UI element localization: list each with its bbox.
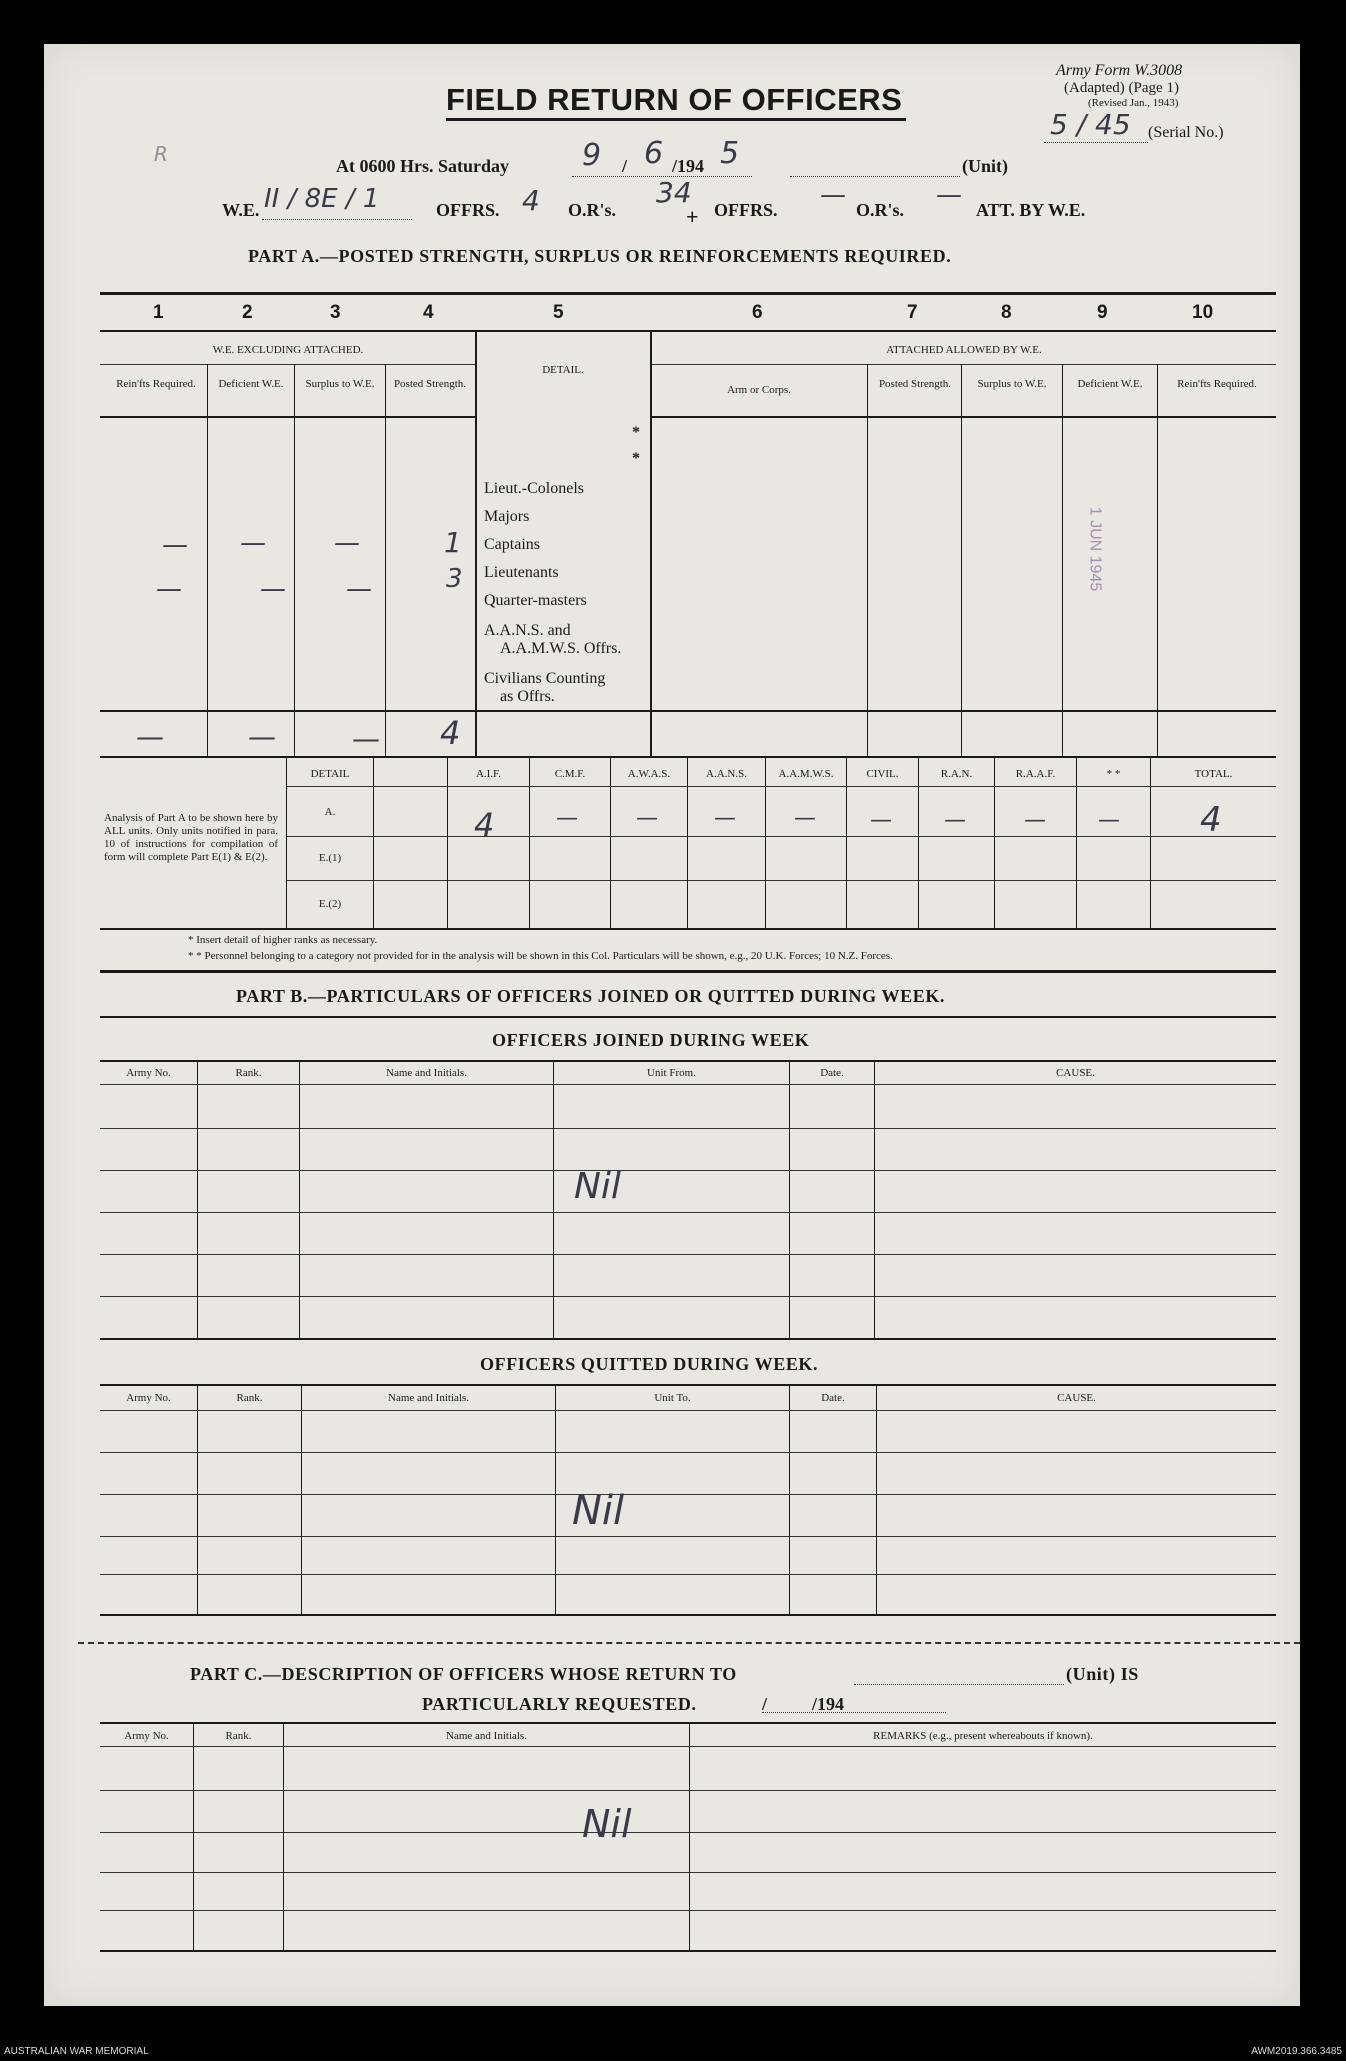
time-label: At 0600 Hrs. Saturday (336, 156, 510, 176)
hw-an-cmf: — (556, 806, 578, 831)
ors-label: O.R's. (568, 200, 617, 220)
detail-majors: Majors (484, 508, 530, 525)
joined-v-2 (299, 1060, 300, 1338)
detail-lieutenants: Lieutenants (484, 564, 559, 581)
quitted-top-rule (100, 1384, 1276, 1386)
analysis-v-11 (1150, 756, 1151, 928)
part-b-top-rule (100, 970, 1276, 973)
an-row-e2: E.(2) (318, 898, 342, 910)
vline-c9 (1157, 364, 1158, 756)
vline-c8 (1062, 364, 1063, 756)
margin-mark: R (154, 142, 168, 166)
hw-captains-c2: — (240, 528, 266, 558)
part-a-top-rule (100, 292, 1276, 295)
colnum-7: 7 (907, 302, 918, 323)
offrs-value: 4 (522, 184, 540, 217)
hw-lieutenants-c3: — (346, 574, 372, 604)
header-bottom-rule-right (650, 416, 1276, 418)
vline-c6 (867, 364, 868, 756)
an-hdr-total: TOTAL. (1194, 768, 1233, 780)
footer-bar (0, 2040, 1346, 2061)
an-hdr-ran: R.A.N. (940, 768, 973, 780)
vline-c3 (385, 364, 386, 756)
detail-aamws: A.A.M.W.S. Offrs. (500, 640, 622, 657)
hw-an-stars: — (1098, 808, 1120, 833)
hw-total-c1: — (136, 720, 164, 753)
joined-v-4 (789, 1060, 790, 1338)
we-excl-rule (100, 364, 476, 365)
hdr-c8: Surplus to W.E. (977, 378, 1047, 390)
hw-an-aif: 4 (474, 806, 495, 844)
hdr-c9: Deficient W.E. (1077, 378, 1143, 390)
hdr-c10: Rein'fts Required. (1177, 378, 1257, 390)
vline-c2 (294, 364, 295, 756)
quitted-hdr-army-no: Army No. (126, 1392, 171, 1404)
quitted-row-3 (100, 1536, 1276, 1537)
serial-number-handwritten: 5 / 45 (1050, 108, 1131, 141)
quitted-hdr-cause: CAUSE. (1057, 1392, 1096, 1404)
quitted-hdr-unit-to: Unit To. (654, 1392, 691, 1404)
ors2-value: — (936, 180, 962, 210)
an-hdr-aif: A.I.F. (475, 768, 502, 780)
we-value: II / 8E / 1 (264, 184, 380, 214)
hw-total-c4: 4 (440, 714, 461, 752)
analysis-v-3 (529, 756, 530, 928)
quitted-hdr-name: Name and Initials. (388, 1392, 469, 1404)
footer-accession: AWM2019.366.3485 (1251, 2046, 1342, 2057)
hw-an-aamws: — (794, 806, 816, 831)
quitted-row-2 (100, 1494, 1276, 1495)
analysis-bottom-rule (100, 928, 1276, 930)
hw-an-civil: — (870, 808, 892, 833)
hdr-c2: Deficient W.E. (218, 378, 284, 390)
an-hdr-cmf: C.M.F. (554, 768, 586, 780)
hw-total-c2: — (248, 720, 276, 753)
we-excluding-header: W.E. EXCLUDING ATTACHED. (212, 344, 364, 356)
joined-v-5 (874, 1060, 875, 1338)
quitted-header-rule (100, 1410, 1276, 1411)
joined-v-1 (197, 1060, 198, 1338)
footer-source: AUSTRALIAN WAR MEMORIAL (4, 2046, 149, 2057)
colnum-6: 6 (752, 302, 763, 323)
unit-dots (790, 176, 960, 177)
part-b-heading-rule (100, 1016, 1276, 1018)
part-c-bottom-rule (100, 1950, 1276, 1952)
unit-label: (Unit) (962, 156, 1008, 176)
analysis-v-8 (918, 756, 919, 928)
we-label: W.E. (222, 200, 260, 220)
date-year: 5 (720, 136, 740, 171)
colnum-5: 5 (553, 302, 564, 323)
army-form-number: Army Form W.3008 (1056, 62, 1183, 79)
star-2: * (632, 450, 640, 467)
tear-line (78, 1642, 1300, 1644)
quitted-v-4 (789, 1384, 790, 1614)
quitted-v-5 (876, 1384, 877, 1614)
detail-aans: A.A.N.S. and (484, 622, 571, 639)
vline-c7 (961, 364, 962, 756)
hw-captains-c4: 1 (444, 526, 462, 559)
analysis-header-rule (286, 786, 1276, 787)
analysis-v-2 (447, 756, 448, 928)
part-c-nil: Nil (582, 1802, 632, 1846)
hw-an-ran: — (944, 808, 966, 833)
part-c-row-3 (100, 1872, 1276, 1873)
joined-top-rule (100, 1060, 1276, 1062)
hdr-c1: Rein'fts Required. (116, 378, 196, 390)
joined-header-rule (100, 1084, 1276, 1085)
note-1: * Insert detail of higher ranks as necessary. (188, 934, 378, 946)
part-c-hdr-remarks: REMARKS (e.g., present whereabouts if known). (873, 1730, 1093, 1742)
quitted-title: OFFICERS QUITTED DURING WEEK. (480, 1354, 819, 1374)
colnum-3: 3 (330, 302, 341, 323)
analysis-v-5 (687, 756, 688, 928)
total-bottom-rule (100, 756, 1276, 758)
hw-total-c3: — (352, 722, 380, 755)
hdr-c6: Arm or Corps. (727, 384, 791, 396)
joined-row-2 (100, 1170, 1276, 1171)
colnum-4: 4 (423, 302, 434, 323)
analysis-v-9 (994, 756, 995, 928)
part-c-hdr-rank: Rank. (225, 1730, 252, 1742)
an-hdr-stars: * * (1106, 768, 1121, 780)
joined-bottom-rule (100, 1338, 1276, 1340)
analysis-v-6 (765, 756, 766, 928)
joined-hdr-unit-from: Unit From. (647, 1067, 696, 1079)
analysis-instructions: Analysis of Part A to be shown here by ALL units. Only units notified in para. 10 of instructions for compilation of form will complete Part E(1) & E(2). (104, 812, 278, 863)
date-sep1: / (622, 156, 628, 176)
part-c-v-3 (689, 1722, 690, 1950)
analysis-v-7 (846, 756, 847, 928)
offrs-label: OFFRS. (436, 200, 500, 220)
an-hdr-raaf: R.A.A.F. (1015, 768, 1056, 780)
vline-c1 (207, 364, 208, 756)
offrs2-label: OFFRS. (714, 200, 778, 220)
quitted-bottom-rule (100, 1614, 1276, 1616)
ors2-label: O.R's. (856, 200, 905, 220)
attached-allowed-header: ATTACHED ALLOWED BY W.E. (886, 344, 1042, 356)
plus-sign: + (686, 204, 699, 229)
an-hdr-detail: DETAIL (310, 768, 350, 780)
we-dots (262, 219, 412, 220)
an-hdr-aans: A.A.N.S. (706, 768, 747, 780)
quitted-v-3 (555, 1384, 556, 1614)
hw-an-awas: — (636, 806, 658, 831)
part-c-v-1 (193, 1722, 194, 1950)
colnum-9: 9 (1097, 302, 1108, 323)
an-hdr-awas: A.W.A.S. (627, 768, 671, 780)
attached-rule (650, 364, 1276, 365)
adapted-label: (Adapted) (Page 1) (1064, 80, 1179, 96)
hw-lieutenants-c1: — (156, 574, 182, 604)
serial-dots (1044, 142, 1148, 143)
hw-captains-c3: — (334, 528, 360, 558)
note-2: * * Personnel belonging to a category not provided for in the analysis will be shown in this Col. Particulars will be shown, e.g., 20 U.K. Forces; 10 N.Z. Forces. (188, 950, 893, 962)
joined-row-1 (100, 1128, 1276, 1129)
quitted-row-4 (100, 1574, 1276, 1575)
part-c-hdr-name: Name and Initials. (446, 1730, 527, 1742)
hw-captains-c1: — (162, 530, 188, 560)
colnum-8: 8 (1001, 302, 1012, 323)
hdr-c4: Posted Strength. (393, 378, 467, 390)
title-underline (446, 118, 906, 121)
joined-row-4 (100, 1254, 1276, 1255)
hw-lieutenants-c2: — (260, 574, 286, 604)
part-c-date-dots (762, 1712, 946, 1713)
hw-lieutenants-c4: 3 (446, 564, 463, 594)
detail-lieut-colonels: Lieut.-Colonels (484, 480, 584, 497)
colnum-10: 10 (1192, 302, 1214, 323)
an-hdr-aamws: A.A.M.W.S. (778, 768, 834, 780)
hdr-c7: Posted Strength. (878, 378, 952, 390)
analysis-v-10 (1076, 756, 1077, 928)
joined-hdr-rank: Rank. (235, 1067, 262, 1079)
joined-hdr-cause: CAUSE. (1056, 1067, 1095, 1079)
part-c-heading-a: PART C.—DESCRIPTION OF OFFICERS WHOSE RETURN TO (190, 1664, 737, 1684)
part-c-v-2 (283, 1722, 284, 1950)
colnum-1: 1 (153, 302, 164, 323)
part-a-colnum-rule (100, 330, 1276, 332)
part-c-hdr-army-no: Army No. (124, 1730, 169, 1742)
an-row-a: A. (324, 806, 336, 818)
analysis-row-a-rule (286, 836, 1276, 837)
an-row-e1: E.(1) (318, 852, 342, 864)
vline-c4 (475, 330, 477, 756)
part-c-date: / /194 (762, 1694, 845, 1714)
detail-header: DETAIL. (542, 364, 584, 376)
date-month: 6 (644, 136, 664, 171)
part-c-row-1 (100, 1790, 1276, 1791)
joined-hdr-army-no: Army No. (126, 1067, 171, 1079)
part-c-row-2 (100, 1832, 1276, 1833)
analysis-row-e1-rule (286, 880, 1276, 881)
hdr-c3: Surplus to W.E. (305, 378, 375, 390)
star-1: * (632, 424, 640, 441)
analysis-v-1 (373, 756, 374, 928)
detail-as-offrs: as Offrs. (500, 688, 555, 705)
part-c-unit-dots (854, 1684, 1064, 1685)
joined-title: OFFICERS JOINED DURING WEEK (492, 1030, 810, 1050)
date-day: 9 (582, 138, 602, 173)
revised-label: (Revised Jan., 1943) (1088, 97, 1179, 109)
part-c-heading-unit: (Unit) IS (1066, 1664, 1139, 1684)
detail-quarter-masters: Quarter-masters (484, 592, 587, 609)
part-c-header-rule (100, 1746, 1276, 1747)
part-c-top-rule (100, 1722, 1276, 1724)
joined-hdr-name: Name and Initials. (386, 1067, 467, 1079)
date-sep2: /194 (672, 156, 705, 176)
quitted-v-1 (197, 1384, 198, 1614)
date-stamp: 1 JUN 1945 (1086, 506, 1104, 592)
ors-value: 34 (656, 176, 692, 209)
an-hdr-civil: CIVIL. (866, 768, 899, 780)
quitted-row-1 (100, 1452, 1276, 1453)
part-b-heading: PART B.—PARTICULARS OF OFFICERS JOINED OR QUITTED DURING WEEK. (236, 986, 946, 1006)
joined-row-5 (100, 1296, 1276, 1297)
header-bottom-rule-left (100, 416, 476, 418)
hw-an-raaf: — (1024, 808, 1046, 833)
analysis-v-4 (610, 756, 611, 928)
joined-hdr-date: Date. (820, 1067, 844, 1079)
att-label: ATT. BY W.E. (976, 200, 1086, 220)
part-c-heading-b: PARTICULARLY REQUESTED. (422, 1694, 697, 1714)
total-top-rule (100, 710, 1276, 712)
joined-row-3 (100, 1212, 1276, 1213)
quitted-nil: Nil (572, 1488, 625, 1534)
quitted-hdr-rank: Rank. (236, 1392, 263, 1404)
part-a-heading: PART A.—POSTED STRENGTH, SURPLUS OR REINFORCEMENTS REQUIRED. (248, 246, 952, 266)
colnum-2: 2 (242, 302, 253, 323)
hw-an-total: 4 (1200, 800, 1222, 840)
hw-an-aans: — (714, 806, 736, 831)
offrs2-value: — (820, 180, 846, 210)
detail-captains: Captains (484, 536, 540, 553)
joined-v-3 (553, 1060, 554, 1338)
detail-civilians: Civilians Counting (484, 670, 606, 687)
quitted-hdr-date: Date. (821, 1392, 845, 1404)
serial-label: (Serial No.) (1148, 124, 1224, 141)
quitted-v-2 (301, 1384, 302, 1614)
joined-nil: Nil (574, 1166, 621, 1207)
page-title: FIELD RETURN OF OFFICERS (446, 82, 903, 117)
part-c-row-4 (100, 1910, 1276, 1911)
